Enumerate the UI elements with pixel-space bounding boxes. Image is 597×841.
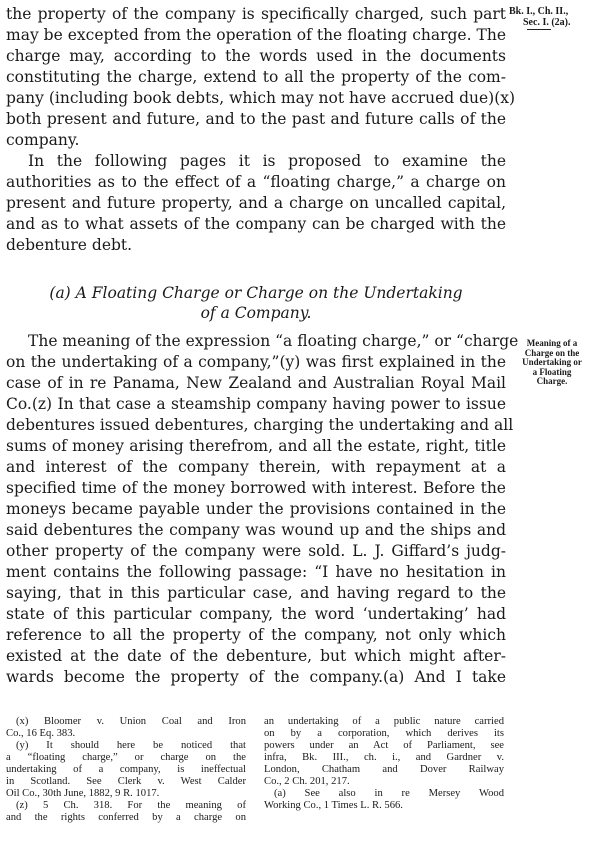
body-line: Co.(z) In that case a steamship company having power to issue — [6, 395, 506, 413]
body-line: both present and future, and to the past and future calls of the — [6, 110, 506, 128]
body-line: debentures issued debentures, charging the undertaking and all — [6, 416, 514, 434]
section-heading: (a) A Floating Charge or Charge on the Undertaking — [49, 284, 463, 302]
body-line: on the undertaking of a company,”(y) was first explained in the — [6, 353, 506, 371]
margin-note-line: Meaning of a — [526, 338, 578, 348]
body-line: company. — [6, 131, 80, 149]
body-line: the property of the company is specifically charged, such part — [6, 5, 506, 23]
footnotes — [6, 716, 506, 836]
footnote-line: (y) It should here be noticed that — [16, 740, 246, 751]
body-line: and as to what assets of the company can be charged with the — [6, 215, 506, 233]
body-line: sums of money arising therefrom, and all the estate, right, title — [6, 437, 506, 455]
footnote-line: (z) 5 Ch. 318. For the meaning of — [16, 800, 246, 811]
body-line: The meaning of the expression “a floating charge,” or “charge — [28, 332, 519, 350]
footnote-line: Co., 16 Eq. 383. — [6, 728, 76, 739]
body-line: other property of the company were sold. L. J. Giffard’s judg- — [6, 542, 506, 560]
margin-note-line: Charge. — [536, 376, 568, 386]
margin-note-line: Undertaking or — [522, 357, 582, 367]
body-line: pany (including book debts, which may not have accrued due)(x) — [6, 89, 516, 107]
body-line: specified time of the money borrowed with interest. Before the — [6, 479, 506, 497]
footnote-line: undertaking of a company, is ineffectual — [6, 764, 246, 775]
body-line: present and future property, and a charge on uncalled capital, — [6, 194, 506, 212]
margin-book-line: Bk. I., Ch. II., — [509, 6, 569, 17]
footnote-line: powers under an Act of Parliament, see — [264, 740, 504, 751]
body-line: saying, that in this particular case, and having regard to the — [6, 584, 506, 602]
footnote-line: Co., 2 Ch. 201, 217. — [264, 776, 350, 787]
body-line: constituting the charge, extend to all the property of the com- — [6, 68, 506, 86]
body-line: moneys became payable under the provisions contained in the — [6, 500, 506, 518]
margin-book-reference — [509, 6, 595, 30]
body-line: and interest of the company therein, with repayment at a — [6, 458, 506, 476]
body-line: case of in re Panama, New Zealand and Australian Royal Mail — [6, 374, 506, 392]
footnote-line: Oil Co., 30th June, 1882, 9 R. 1017. — [6, 788, 160, 799]
body-line: reference to all the property of the company, not only which — [6, 626, 506, 644]
body-line: said debentures the company was wound up and the ships and — [6, 521, 506, 539]
body-line: ment contains the following passage: “I have no hesitation in — [6, 563, 506, 581]
footnote-line: in Scotland. See Clerk v. West Calder — [6, 776, 246, 787]
footnote-line: a “floating charge,” or charge on the — [6, 752, 246, 763]
margin-note-line: Charge on the — [524, 347, 580, 358]
body-line: may be excepted from the operation of the floating charge. The — [6, 26, 506, 44]
margin-rule — [527, 29, 551, 30]
body-line: charge may, according to the words used in the documents — [6, 47, 506, 65]
section-heading: of a Company. — [200, 304, 312, 322]
body-line: state of this particular company, the word ‘undertaking’ had — [6, 605, 506, 623]
margin-note-line: a Floating — [532, 366, 572, 377]
footnote-line: London, Chatham and Dover Railway — [264, 764, 504, 775]
body-line: authorities as to the effect of a “floating charge,” a charge on — [6, 173, 506, 191]
footnote-line: and the rights conferred by a charge on — [6, 812, 246, 823]
footnote-line: an undertaking of a public nature carried — [264, 716, 504, 727]
body-line: debenture debt. — [6, 236, 133, 254]
footnote-line: on by a corporation, which derives its — [264, 728, 504, 739]
footnote-line: (x) Bloomer v. Union Coal and Iron — [16, 716, 246, 727]
footnote-line: (a) See also in re Mersey Wood — [274, 788, 504, 799]
footnote-line: Working Co., 1 Times L. R. 566. — [264, 800, 403, 811]
footnote-line: infra, Bk. III., ch. i., and Gardner v. — [264, 752, 504, 763]
margin-section-line: Sec. I. (2a). — [523, 17, 571, 28]
body-line: wards become the property of the company.(a) And I take — [6, 668, 506, 686]
margin-note-floating-charge — [509, 339, 595, 387]
body-line: In the following pages it is proposed to examine the — [28, 152, 506, 170]
body-line: existed at the date of the debenture, but which might after- — [6, 647, 506, 665]
